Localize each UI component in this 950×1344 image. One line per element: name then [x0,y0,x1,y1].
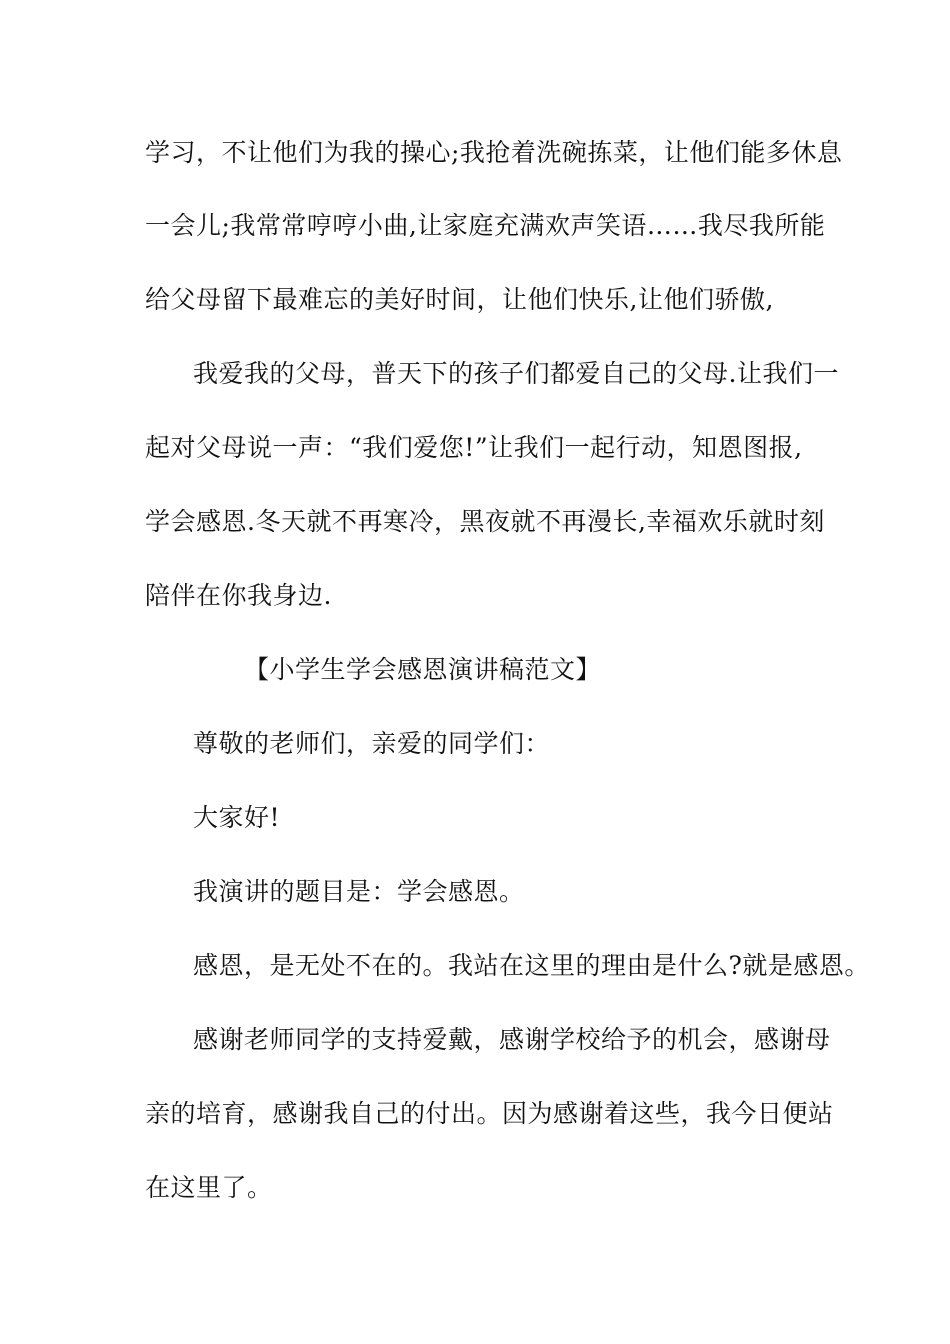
salutation-line: 尊敬的老师们，亲爱的同学们： [193,729,551,758]
paragraph-line: 亲的培育，感谢我自己的付出。因为感谢着这些，我今日便站 [145,1099,834,1128]
greeting-line: 大家好! [193,803,281,832]
paragraph-line: 感谢老师同学的支持爱戴，感谢学校给予的机会，感谢母 [193,1025,831,1054]
section-heading: 【小学生学会感恩演讲稿范文】 [244,655,602,684]
paragraph-line: 起对父母说一声：“我们爱您!”让我们一起行动，知恩图报, [145,433,803,462]
paragraph-line: 给父母留下最难忘的美好时间，让他们快乐,让他们骄傲, [145,285,774,314]
paragraph-line: 学习，不让他们为我的操心;我抢着洗碗拣菜，让他们能多休息 [145,138,843,167]
paragraph-line: 在这里了。 [145,1173,273,1202]
paragraph-line: 我演讲的题目是：学会感恩。 [193,877,525,906]
paragraph-line: 一会儿;我常常哼哼小曲,让家庭充满欢声笑语……我尽我所能 [145,211,826,240]
paragraph-line: 我爱我的父母，普天下的孩子们都爱自己的父母.让我们一 [193,359,839,388]
paragraph-line: 感恩，是无处不在的。我站在这里的理由是什么?就是感恩。 [193,951,870,980]
paragraph-line: 学会感恩.冬天就不再寒冷，黑夜就不再漫长,幸福欢乐就时刻 [145,507,825,536]
paragraph-line: 陪伴在你我身边. [145,581,332,610]
